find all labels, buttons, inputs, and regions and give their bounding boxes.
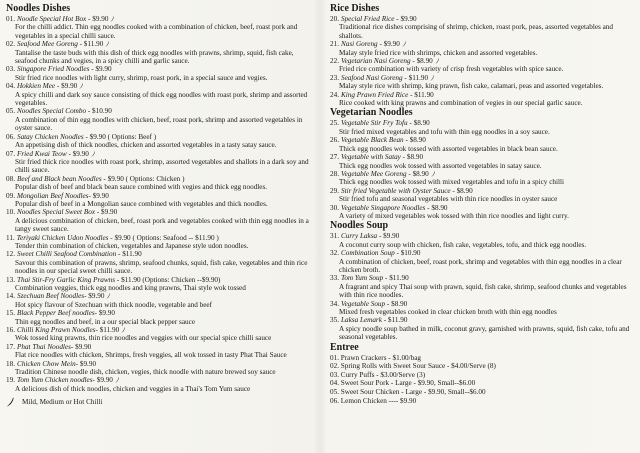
entree-item: 04. Sweet Sour Pork - Large - $9.90, Small--$6.00	[330, 379, 476, 388]
menu-item-heading	[330, 316, 636, 324]
item-description: Rice cooked with king prawns and combination of vegies in our special garlic sauce.	[339, 99, 583, 108]
item-price: - $9.90	[377, 232, 400, 241]
menu-item	[330, 74, 636, 91]
item-number: 05.	[6, 107, 15, 116]
vegetarian-section	[330, 107, 636, 220]
item-description: For the chilli addict. Thin egg noodles cooked with a combination of chicken, beef, roast pork and vegetables in a special chilli sauce.	[15, 23, 298, 40]
menu-item	[6, 192, 314, 209]
chilli-icon	[106, 293, 110, 299]
item-name: Stir fried Vegetable with Oyster Sauce	[340, 186, 451, 195]
item-number: 14.	[6, 292, 15, 301]
item-description: A variety of mixed vegetables wok tossed with thin rice noodles and light curry.	[339, 211, 569, 220]
item-price: - $9.90	[89, 65, 112, 74]
vegetarian-items	[330, 119, 636, 220]
menu-item	[6, 326, 314, 343]
chilli-legend	[6, 397, 314, 407]
item-number: 03.	[6, 65, 15, 74]
menu-item-heading	[330, 249, 636, 257]
item-name: Szechuan Beef Noodles	[16, 292, 85, 301]
item-name: Vegetable Soup	[340, 299, 386, 308]
menu-item	[330, 153, 636, 170]
vegetarian-title: Vegetarian Noodles	[330, 107, 413, 119]
chilli-icon	[91, 151, 95, 157]
menu-item-heading	[330, 187, 636, 195]
entree-item: 06. Lemon Chicken ---- $9.90	[330, 396, 417, 405]
menu-item	[6, 133, 314, 150]
item-description: A combination of chicken, beef, roast pork, shrimp and vegetables with thin egg noodles in a clear chicken broth.	[339, 257, 622, 274]
entree-item: 05. Sweet Sour Chicken - Large - $9.90, Small--$6.00	[330, 388, 486, 396]
item-number: 31.	[330, 232, 339, 241]
item-description: A delicious combination of chicken, beef, roast pork and vegetables cooked with thin egg noodles in a tangy sweet sauce.	[15, 216, 309, 234]
noodles-title: Noodles Dishes	[6, 3, 71, 14]
item-name: Thai Stir-Fry Garlic King Prawns	[16, 275, 116, 284]
menu-item	[330, 249, 636, 274]
item-description: Thick egg noodles wok tossed with mixed vegetables and tofu in a spicy chilli	[339, 178, 564, 187]
chilli-icon	[105, 41, 109, 47]
item-name: King Prawn Fried Rice	[340, 90, 409, 99]
item-description: A fragrant and spicy Thai soup with prawn, squid, fish cake, shrimp, seafood chunks and vegetables with thin rice noodles.	[339, 282, 627, 300]
chilli-icon	[121, 327, 125, 333]
menu-item-heading	[330, 57, 636, 65]
entree-item: 01. Prawn Crackers - $1.00/bag	[330, 353, 422, 362]
item-name: Tom Yum Soup	[340, 274, 384, 283]
soup-items	[330, 232, 636, 341]
item-number: 15.	[6, 309, 15, 318]
item-name: Noodle Special Hot Box	[16, 15, 87, 23]
item-price: - $8.90	[406, 169, 429, 178]
menu-item-heading	[6, 107, 314, 115]
item-price: - $8.90	[385, 299, 408, 308]
menu-item-heading	[330, 300, 636, 308]
item-price: - $9.90 ( Options: Chicken )	[101, 174, 185, 183]
menu-item-heading	[6, 65, 314, 73]
item-number: 25.	[330, 119, 339, 128]
item-name: Vegetable Singapore Noodles	[340, 203, 426, 212]
item-price: - $8.90	[425, 203, 448, 212]
item-description: Malay style rice with shrimp, king prawn, fish cake, calamari, peas and assorted vegetables.	[339, 82, 604, 91]
item-name: Vegetable with Satay	[340, 153, 401, 162]
item-description: Malay style fried rice with shrimps, chicken and assorted vegetables.	[339, 48, 538, 57]
item-name: Seafood Nasi Goreng	[340, 73, 403, 82]
chilli-icon	[79, 83, 83, 89]
left-column	[6, 3, 320, 453]
menu-item	[330, 170, 636, 187]
menu-item	[330, 232, 636, 249]
rice-title: Rice Dishes	[330, 3, 380, 14]
menu-item-heading	[6, 309, 314, 317]
menu-item	[330, 119, 636, 136]
menu-item	[330, 57, 636, 74]
chilli-icon	[115, 377, 119, 383]
item-description: A spicy noodle soup bathed in milk, coconut gravy, garnished with prawns, squid, fish cake, tofu and seasonal vegetables.	[339, 324, 630, 342]
item-name: Black Pepper Beef noodles	[16, 309, 95, 318]
item-number: 07.	[6, 149, 15, 158]
item-number: 32.	[330, 249, 339, 258]
item-name: Beef and Black bean Noodles	[16, 174, 102, 183]
item-number: 09.	[6, 191, 15, 200]
noodles-section	[6, 3, 314, 393]
entree-item: 03. Curry Puffs - $3.00/Serve (3)	[330, 370, 426, 379]
item-name: Noodles Special Sweet Box	[16, 208, 96, 217]
item-number: 12.	[6, 250, 15, 259]
legend-text: Mild, Medium or Hot Chilli	[22, 398, 103, 407]
menu-item-heading	[6, 376, 314, 384]
item-description: Thin egg noodles and beef, in a our special black pepper sauce	[15, 317, 196, 326]
menu-item-heading	[6, 150, 314, 158]
item-description: Tradition Chinese noodle dish, chicken, vegies, thick noodle with nature brewed soy sauce	[15, 368, 276, 377]
item-description: Stir fried thick rice noodles with roast pork, shrimp, assorted vegetables and shallots in a dark soy and chilli sauce.	[15, 157, 309, 175]
item-price: - $11.90	[402, 73, 429, 82]
item-description: An appetising dish of thick noodles, chicken and assorted vegetables in a tasty satay sauce.	[15, 141, 277, 150]
item-number: 04.	[6, 82, 15, 91]
item-price: - $8.90	[407, 119, 430, 128]
menu-item	[6, 175, 314, 192]
menu-item	[6, 82, 314, 107]
menu-item-heading	[6, 276, 314, 284]
item-number: 28.	[330, 169, 339, 178]
item-name: Fried Kwai Teow	[16, 149, 67, 158]
item-description: Popular dish of beef and black bean sauce combined with vegies and thick egg noodles.	[15, 183, 268, 192]
menu-item	[6, 292, 314, 309]
menu-item	[6, 276, 314, 293]
menu-item-heading	[6, 250, 314, 258]
item-number: 30.	[330, 203, 339, 212]
item-price: - $9.90	[394, 15, 417, 23]
menu-item-heading	[6, 208, 314, 216]
item-number: 23.	[330, 73, 339, 82]
item-name: Seafood Mee Goreng	[16, 40, 78, 49]
menu-item	[6, 234, 314, 251]
menu-item	[330, 274, 636, 299]
item-description: Wok tossed king prawns, thin rice noodles and veggies with our special spice chilli sauce	[15, 334, 272, 343]
chilli-icon	[402, 41, 406, 47]
menu-item	[6, 343, 314, 360]
item-description: Tender thin combination of chicken, vegetables and Japanese style udon noodles.	[15, 241, 249, 250]
menu-item	[330, 40, 636, 57]
item-description: A spicy chilli and dark soy sauce consisting of thick egg noodles with roast pork, shrimp and assorted vegetables.	[15, 90, 308, 108]
item-description: A combination of thin egg noodles with chicken, beef, roast pork, shrimp and assorted vegetables in oyster sauce.	[15, 115, 303, 133]
item-price: - $9.90	[94, 309, 115, 318]
item-price: - $9.90	[55, 82, 78, 91]
menu-item	[6, 107, 314, 132]
entree-list	[330, 354, 636, 406]
item-name: Noodles Special Combo	[16, 107, 87, 116]
item-name: Laksa Lemark	[340, 316, 382, 325]
item-number: 29.	[330, 186, 339, 195]
item-name: Sweet Chilli Seafood Combination	[16, 250, 117, 259]
item-number: 21.	[330, 40, 339, 49]
item-name: Phat Thai Noodles	[16, 342, 71, 351]
menu-item-heading	[6, 133, 314, 141]
item-number: 11.	[6, 233, 15, 242]
item-price: - $9.90	[84, 292, 105, 301]
item-number: 13.	[6, 275, 15, 284]
rice-items	[330, 15, 636, 107]
item-description: Combination veggies, thick egg noodles and king prawns, Thai style wok tossed	[15, 284, 246, 292]
menu-item-heading	[6, 40, 314, 48]
noodles-items	[6, 15, 314, 393]
item-number: 02.	[6, 40, 15, 49]
item-price: - $9.90	[95, 208, 118, 217]
menu-item-heading	[6, 15, 314, 23]
menu-item-heading	[6, 192, 314, 200]
item-name: Special Fried Rice	[340, 15, 395, 23]
item-price: - $9.90	[377, 40, 400, 49]
item-description: Stir fried rice noodles with light curry, shrimp, roast pork, in a special sauce and vegies.	[15, 73, 268, 82]
item-name: Singapore Fried Noodles	[16, 65, 90, 74]
menu-item-heading	[6, 292, 314, 300]
item-price: - $10.90	[86, 107, 112, 116]
menu-item	[330, 300, 636, 317]
soup-section	[330, 220, 636, 341]
menu-item-heading	[330, 91, 636, 99]
chilli-icon	[430, 75, 434, 81]
item-name: Vegetable Stir Fry Tofu	[340, 119, 408, 128]
item-description: A delicious dish of thick noodles, chicken and veggies in a Thai's Tom Yum sauce	[15, 384, 251, 393]
item-name: Tom Yum Chicken noodles	[16, 376, 93, 385]
menu-item-heading	[6, 343, 314, 351]
chilli-icon	[431, 171, 435, 177]
entree-title: Entree	[330, 341, 359, 353]
item-number: 33.	[330, 274, 339, 283]
menu-item	[6, 40, 314, 65]
item-price: - $9.90 ( Options: Beef )	[83, 132, 157, 141]
chilli-icon	[435, 58, 439, 64]
menu-item-heading	[330, 74, 636, 82]
item-price: - $8.90	[450, 186, 473, 195]
entree-item: 02. Spring Rolls with Sweet Sour Sauce - $4.00/Serve (8)	[330, 362, 496, 371]
item-name: Mongolian Beef Noodles	[16, 191, 89, 200]
item-description: Fried rice combination with variety of crisp fresh vegetables with spice sauce.	[339, 65, 564, 74]
item-number: 24.	[330, 90, 339, 99]
menu-item	[330, 316, 636, 341]
item-number: 01.	[6, 15, 15, 23]
item-name: Vegetable Mee Goreng	[340, 169, 407, 178]
menu-item	[6, 250, 314, 275]
menu-item-heading	[330, 204, 636, 212]
menu-item	[6, 150, 314, 175]
item-name: Hokkien Mee	[16, 82, 56, 91]
item-name: Combination Soup	[340, 249, 395, 258]
item-price: - $11.90	[95, 326, 120, 335]
item-description: Stir fried tofu and seasonal vegetables with thin rice noodles in oyster sauce	[339, 195, 558, 204]
menu-item-heading	[330, 274, 636, 282]
menu-item	[6, 65, 314, 82]
item-number: 16.	[6, 326, 15, 335]
menu-item-heading	[330, 153, 636, 161]
item-number: 17.	[6, 342, 15, 351]
item-price: - $11.90	[116, 250, 142, 259]
item-description: Traditional rice dishes comprising of shrimp, chicken, roast pork, peas, assorted vegetables and shallots.	[339, 23, 613, 40]
menu-item	[6, 360, 314, 377]
item-description: Thick egg noodles wok tossed with assorted vegetables in satay sauce.	[339, 161, 542, 170]
item-price: - $9.90	[88, 191, 109, 200]
item-number: 20.	[330, 15, 339, 23]
item-price: - $9.90	[70, 342, 92, 351]
item-price: - $11.90	[381, 316, 408, 325]
item-description: Savour this combination of prawns, shrimp, seafood chunks, squid, fish cake, vegetables and thin rice noodles in our special sweet chilli sauce.	[15, 258, 308, 276]
item-description: Thick egg noodles wok tossed with assorted vegetables in black bean sauce.	[339, 144, 558, 153]
item-number: 10.	[6, 208, 15, 217]
item-name: Vegetarian Nasi Goreng	[340, 57, 411, 66]
item-description: Stir fried mixed vegetables and tofu with thin egg noodles in a soy sauce.	[339, 127, 550, 136]
item-description: Hot spicy flavour of Szechuan with thick noodle, vegetable and beef	[15, 300, 212, 309]
item-number: 19.	[6, 376, 15, 385]
right-column	[320, 3, 636, 453]
item-number: 22.	[330, 57, 339, 66]
menu-item-heading	[330, 232, 636, 240]
item-name: Nasi Goreng	[340, 40, 378, 49]
item-name: Teriyaki Chicken Udon Noodles	[16, 233, 109, 242]
item-number: 26.	[330, 136, 339, 145]
menu-item-heading	[330, 170, 636, 178]
item-price: - $9.90	[86, 15, 109, 23]
item-price: - $8.90	[403, 136, 426, 145]
menu-item	[6, 309, 314, 326]
item-name: Satay Chicken Noodles	[16, 132, 84, 141]
item-description: Popular dish of beef in a Mongolian sauce combined with vegetables and thick noodles.	[15, 199, 268, 208]
menu-item-heading	[330, 136, 636, 144]
menu-item-heading	[330, 40, 636, 48]
item-number: 08.	[6, 174, 15, 183]
item-description: Tantalise the taste buds with this dish of thick egg noodles with prawns, shrimp, squid, fish cake, seafood chunks and vegies, in a spicy chilli and garlic sauce.	[15, 48, 294, 66]
menu-item-heading	[6, 234, 314, 242]
soup-title: Noodles Soup	[330, 220, 389, 232]
item-description: Flat rice noodles with chicken, Shrimps, fresh veggies, all wok tossed in tasty Phat Thai Sauce	[15, 351, 287, 360]
rice-section	[330, 3, 636, 107]
item-price: - $10.90	[394, 249, 421, 258]
menu-item-heading	[6, 175, 314, 183]
item-price: - $9.90	[92, 376, 113, 385]
menu-item	[330, 187, 636, 204]
item-price: - $9.90	[66, 149, 89, 158]
menu-item	[330, 15, 636, 40]
item-number: 06.	[6, 132, 15, 141]
menu-item	[330, 204, 636, 221]
item-price: - $11.90	[383, 274, 409, 283]
item-number: 34.	[330, 299, 339, 308]
menu-item-heading	[330, 15, 636, 23]
item-price: - $11.90	[77, 40, 104, 49]
item-number: 18.	[6, 359, 15, 368]
menu-item-heading	[6, 360, 314, 368]
entree-section	[330, 342, 636, 406]
menu-item	[330, 136, 636, 153]
item-name: Vegetable Black Bean	[340, 136, 404, 145]
item-price: - $9.90 ( Options: Seafood -- $11.90 )	[108, 233, 219, 242]
item-price: - $8.90	[410, 57, 433, 66]
item-price: - $9.90	[75, 359, 97, 368]
item-name: Curry Laksa	[340, 232, 378, 241]
item-price: - $11.90 (Options: Chicken --$9.90)	[115, 275, 221, 284]
item-name: Chicken Chow Mein	[16, 359, 76, 368]
item-price: - $11.90	[408, 90, 434, 99]
item-description: Mixed fresh vegetables cooked in clear chicken broth with thin egg noodles	[339, 308, 557, 316]
item-name: Chilli King Prawn Noodles	[16, 326, 96, 335]
item-number: 35.	[330, 316, 339, 325]
menu-item	[6, 376, 314, 393]
item-description: A coconut curry soup with chicken, fish cake, vegetables, tofu, and thick egg noodles.	[339, 240, 587, 249]
menu-item	[6, 208, 314, 233]
menu-item	[330, 91, 636, 108]
item-number: 27.	[330, 153, 339, 162]
chilli-icon	[110, 16, 114, 22]
chilli-icon	[6, 397, 14, 407]
menu-item-heading	[6, 82, 314, 90]
menu-item-heading	[6, 326, 314, 334]
menu-item-heading	[330, 119, 636, 127]
item-price: - $8.90	[400, 153, 424, 162]
menu-item	[6, 15, 314, 40]
